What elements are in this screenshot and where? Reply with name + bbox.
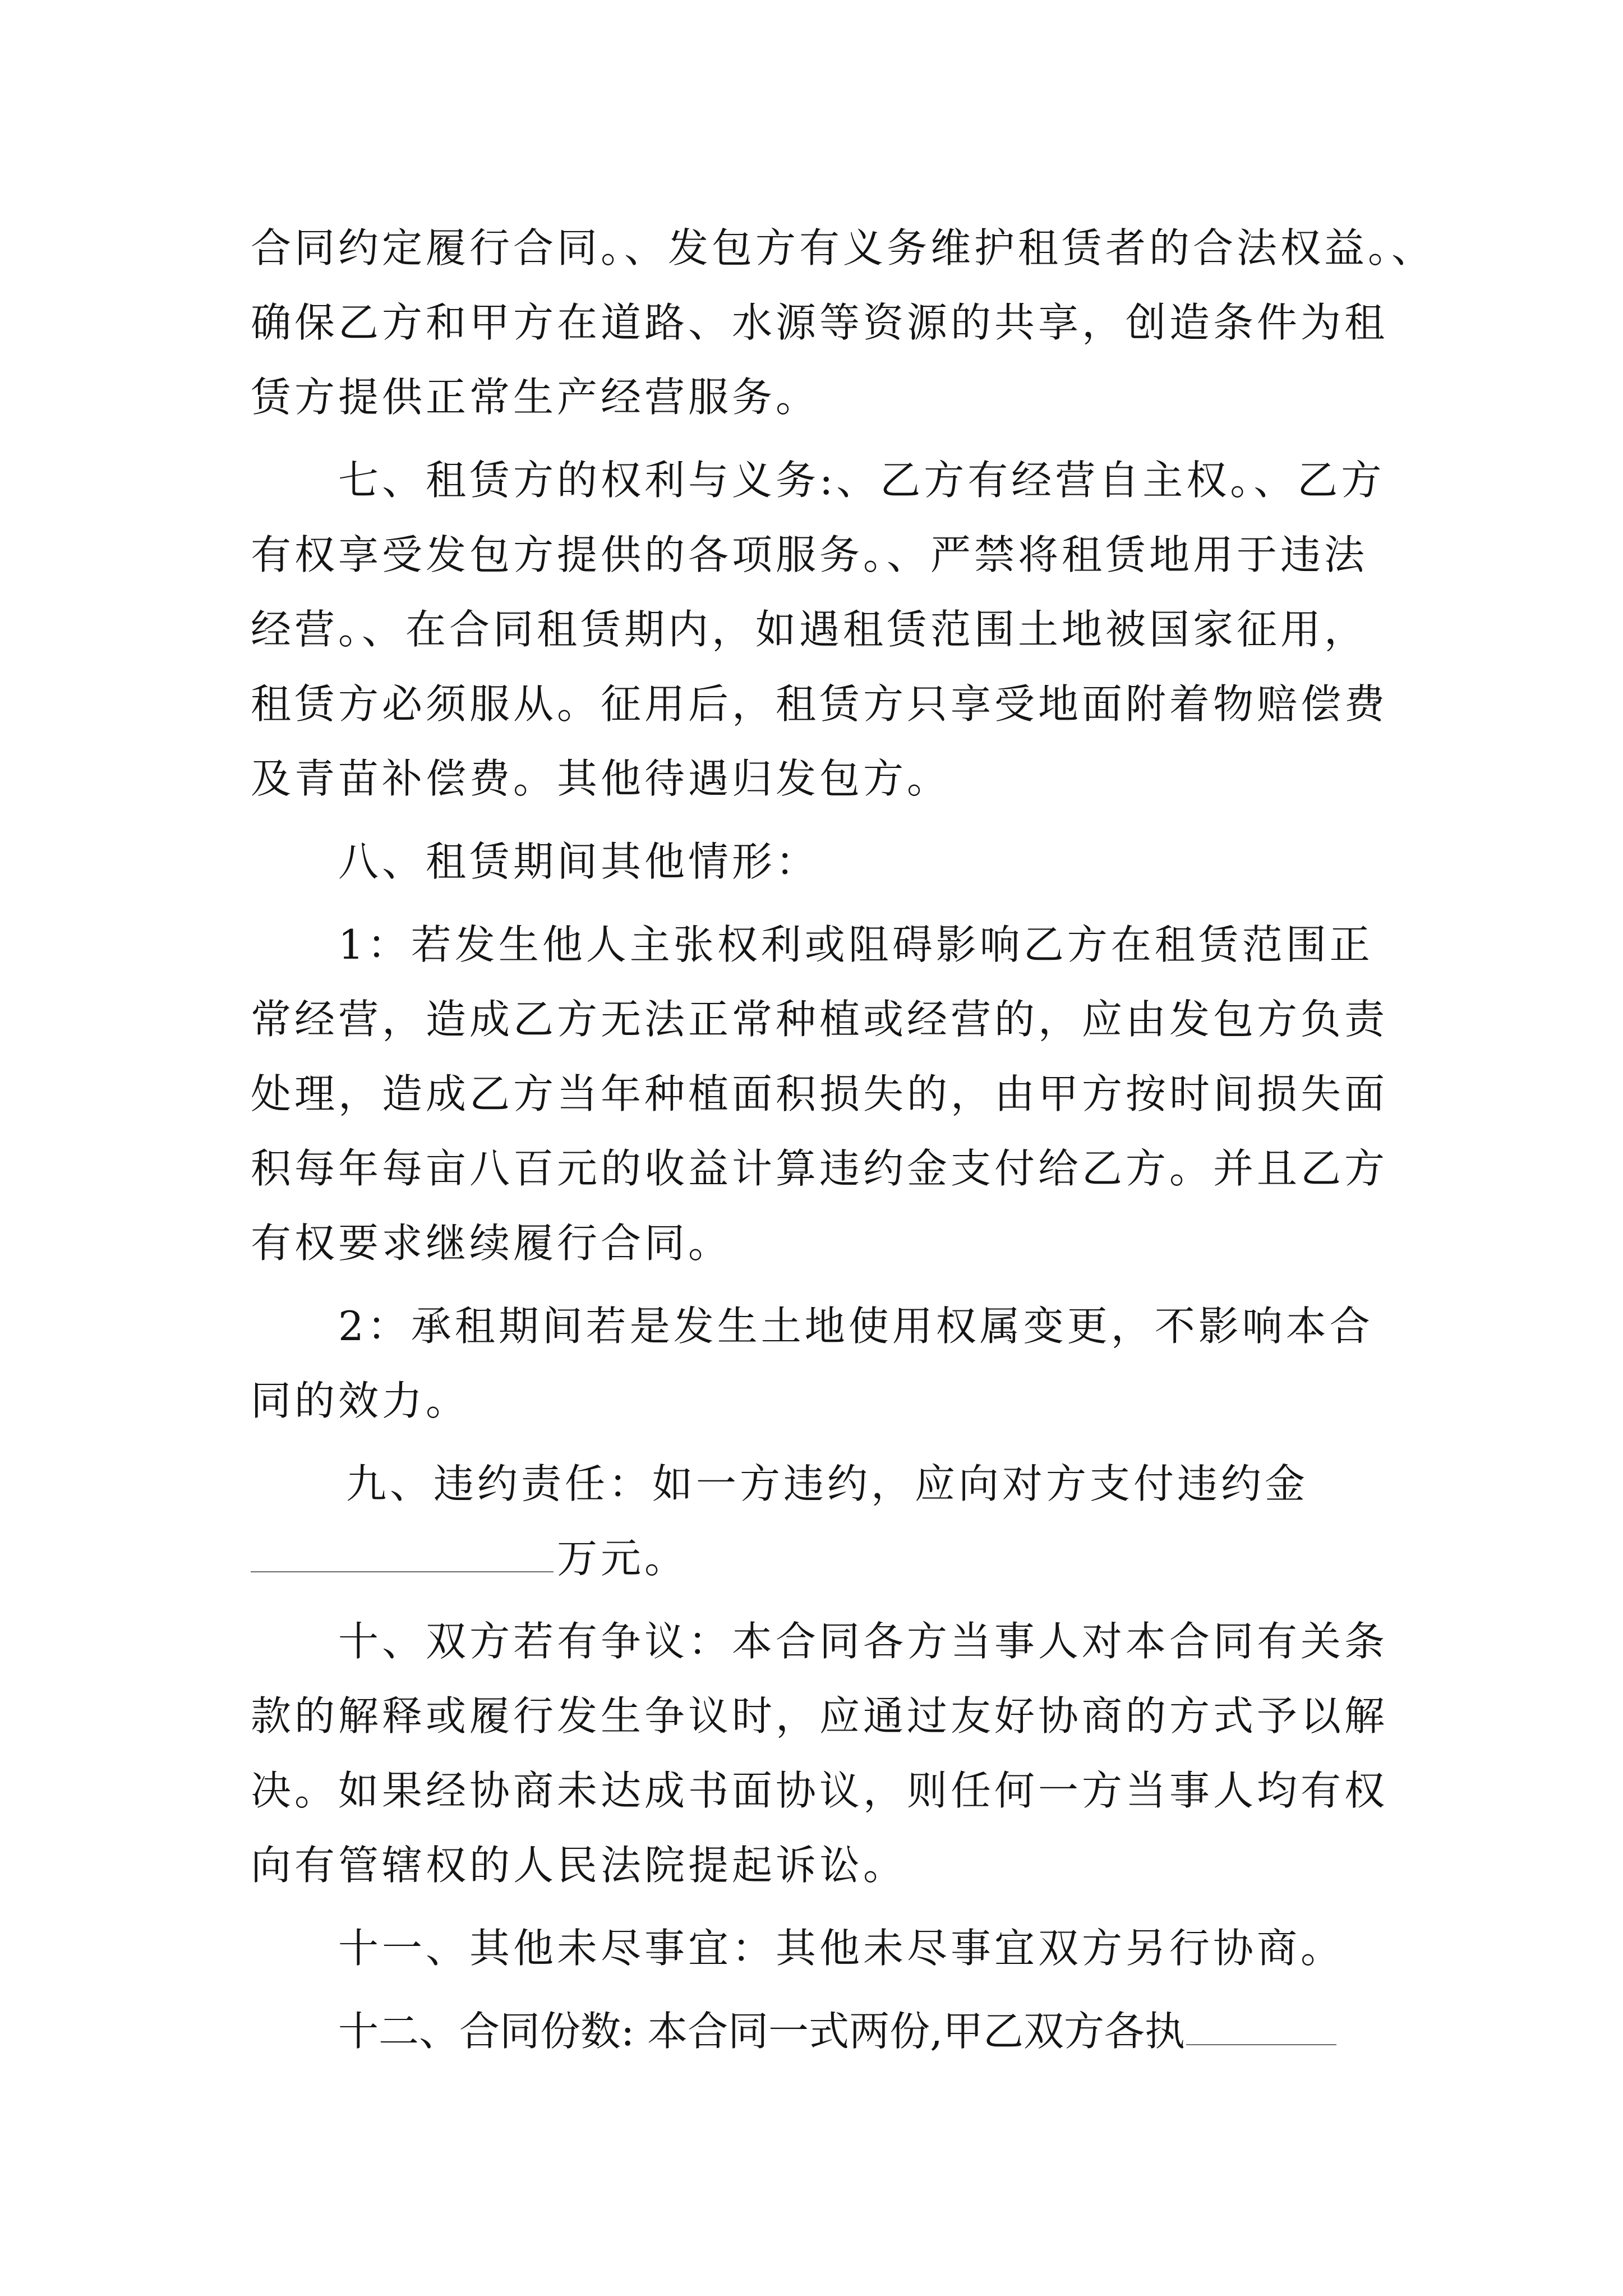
copies-text: 十二、合同份数: 本合同一式两份,甲乙双方各执 xyxy=(338,2008,1186,2055)
paragraph-line: 向有管辖权的人民法院提起诉讼。 xyxy=(251,1842,907,1889)
paragraph-line: 同的效力。 xyxy=(251,1377,470,1424)
paragraph-line: 处理，造成乙方当年种植面积损失的，由甲方按时间损失面 xyxy=(251,1070,1389,1117)
paragraph-line: 合同约定履行合同。、发包方有义务维护租赁者的合法权益。、 xyxy=(251,224,1436,272)
paragraph-line: 款的解释或履行发生争议时，应通过友好协商的方式予以解 xyxy=(251,1692,1389,1740)
clause-eleven-other-matters xyxy=(251,1911,1541,1986)
clause-ten-disputes xyxy=(251,1604,1541,1903)
clause-eight-item-one xyxy=(251,908,1541,1281)
paragraph-line: 十、双方若有争议：本合同各方当事人对本合同有关条 xyxy=(338,1618,1389,1665)
paragraph-line: 八、租赁期间其他情形： xyxy=(338,838,820,885)
clause-seven-lessee-rights xyxy=(251,443,1541,816)
paragraph-line: 赁方提供正常生产经营服务。 xyxy=(251,374,820,421)
paragraph-line: 决。如果经协商未达成书面协议，则任何一方当事人均有权 xyxy=(251,1767,1389,1814)
amount-unit-text: 万元。 xyxy=(557,1535,689,1582)
amount-blank xyxy=(251,1571,554,1572)
paragraph-line: 及青苗补偿费。其他待遇归发包方。 xyxy=(251,755,951,802)
paragraph-line: 租赁方必须服从。征用后，租赁方只享受地面附着物赔偿费 xyxy=(251,680,1389,728)
paragraph-line: 常经营，造成乙方无法正常种植或经营的，应由发包方负责 xyxy=(251,996,1389,1043)
paragraph-line: 2：承租期间若是发生土地使用权属变更，不影响本合 xyxy=(338,1303,1373,1350)
paragraph-line: 有权享受发包方提供的各项服务。、严禁将租赁地用于违法 xyxy=(251,531,1368,578)
paragraph-line: 十一、其他未尽事宜：其他未尽事宜双方另行协商。 xyxy=(338,1925,1345,1972)
clause-eight-item-two xyxy=(251,1289,1541,1438)
clause-eight-heading xyxy=(251,825,1541,899)
paragraph-line: 确保乙方和甲方在道路、水源等资源的共享，创造条件为租 xyxy=(251,299,1389,346)
clause-twelve-copies xyxy=(251,1994,1541,2069)
document-body xyxy=(251,211,1541,2077)
clause-nine-breach-liability xyxy=(251,1447,1541,1596)
paragraph-line xyxy=(251,1994,1541,2069)
paragraph-line: 七、租赁方的权利与义务:、乙方有经营自主权。、乙方 xyxy=(338,457,1385,504)
paragraph-line: 1：若发生他人主张权利或阻碍影响乙方在租赁范围正 xyxy=(338,921,1373,968)
paragraph-line: 积每年每亩八百元的收益计算违约金支付给乙方。并且乙方 xyxy=(251,1145,1389,1192)
copies-blank xyxy=(1186,2044,1336,2045)
paragraph-line: 有权要求继续履行合同。 xyxy=(251,1220,732,1267)
continued-clause-text xyxy=(251,211,1541,435)
paragraph-line: 经营。、在合同租赁期内，如遇租赁范围土地被国家征用， xyxy=(251,606,1368,653)
paragraph-line: 九、违约责任：如一方违约，应向对方支付违约金 xyxy=(346,1460,1309,1507)
paragraph-line xyxy=(251,1521,1541,1596)
